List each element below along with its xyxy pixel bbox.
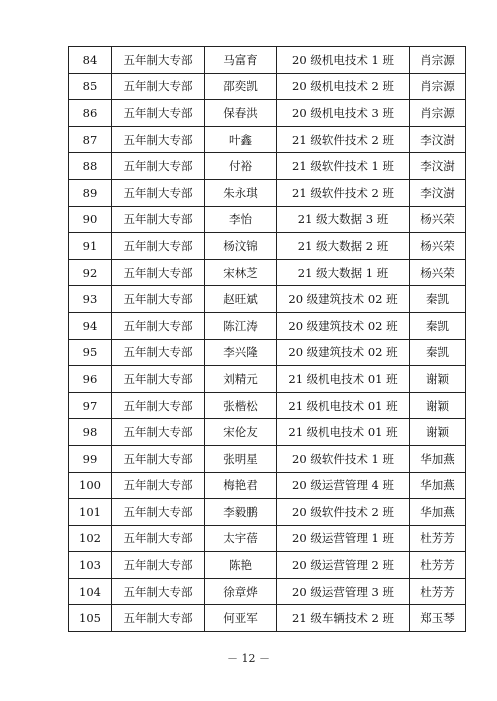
advisor-cell: 杨兴荣 [410, 259, 466, 286]
row-number-cell: 105 [69, 605, 112, 632]
department-cell: 五年制大专部 [112, 392, 205, 419]
advisor-cell: 谢颖 [410, 419, 466, 446]
table-row [69, 366, 466, 393]
table-row [69, 605, 466, 632]
advisor-cell: 华加燕 [410, 499, 466, 526]
table-row [69, 153, 466, 180]
department-cell: 五年制大专部 [112, 126, 205, 153]
class-name-cell: 20 级运营管理 1 班 [277, 525, 410, 552]
row-number-cell: 103 [69, 552, 112, 579]
department-cell: 五年制大专部 [112, 259, 205, 286]
advisor-cell: 李汶澍 [410, 179, 466, 206]
table-row [69, 206, 466, 233]
table-row [69, 525, 466, 552]
row-number-cell: 87 [69, 126, 112, 153]
class-name-cell: 20 级建筑技术 02 班 [277, 312, 410, 339]
row-number-cell: 96 [69, 366, 112, 393]
row-number-cell: 101 [69, 499, 112, 526]
roster-table-body [69, 47, 466, 632]
table-row [69, 578, 466, 605]
advisor-cell: 肖宗源 [410, 47, 466, 74]
advisor-cell: 李汶澍 [410, 153, 466, 180]
advisor-cell: 李汶澍 [410, 126, 466, 153]
department-cell: 五年制大专部 [112, 179, 205, 206]
class-name-cell: 21 级车辆技术 2 班 [277, 605, 410, 632]
class-name-cell: 21 级大数据 2 班 [277, 233, 410, 260]
table-row [69, 286, 466, 313]
advisor-cell: 华加燕 [410, 445, 466, 472]
class-name-cell: 21 级机电技术 01 班 [277, 419, 410, 446]
department-cell: 五年制大专部 [112, 419, 205, 446]
department-cell: 五年制大专部 [112, 499, 205, 526]
department-cell: 五年制大专部 [112, 153, 205, 180]
table-row [69, 445, 466, 472]
row-number-cell: 94 [69, 312, 112, 339]
advisor-cell: 杨兴荣 [410, 206, 466, 233]
advisor-cell: 杜芳芳 [410, 578, 466, 605]
page-number: － 12 － [227, 652, 270, 665]
department-cell: 五年制大专部 [112, 312, 205, 339]
student-name-cell: 保春洪 [205, 100, 277, 127]
student-name-cell: 朱永琪 [205, 179, 277, 206]
department-cell: 五年制大专部 [112, 525, 205, 552]
row-number-cell: 95 [69, 339, 112, 366]
roster-table [68, 46, 466, 632]
advisor-cell: 杨兴荣 [410, 233, 466, 260]
class-name-cell: 20 级软件技术 1 班 [277, 445, 410, 472]
advisor-cell: 秦凯 [410, 339, 466, 366]
student-name-cell: 梅艳君 [205, 472, 277, 499]
class-name-cell: 20 级机电技术 3 班 [277, 100, 410, 127]
class-name-cell: 20 级机电技术 1 班 [277, 47, 410, 74]
department-cell: 五年制大专部 [112, 339, 205, 366]
department-cell: 五年制大专部 [112, 445, 205, 472]
student-name-cell: 叶鑫 [205, 126, 277, 153]
student-name-cell: 李毅鹏 [205, 499, 277, 526]
table-row [69, 233, 466, 260]
department-cell: 五年制大专部 [112, 605, 205, 632]
student-name-cell: 何亚军 [205, 605, 277, 632]
class-name-cell: 21 级软件技术 2 班 [277, 179, 410, 206]
department-cell: 五年制大专部 [112, 472, 205, 499]
row-number-cell: 88 [69, 153, 112, 180]
table-row [69, 419, 466, 446]
student-name-cell: 杨汶锦 [205, 233, 277, 260]
department-cell: 五年制大专部 [112, 366, 205, 393]
class-name-cell: 20 级运营管理 2 班 [277, 552, 410, 579]
row-number-cell: 102 [69, 525, 112, 552]
table-row [69, 392, 466, 419]
advisor-cell: 秦凯 [410, 312, 466, 339]
table-row [69, 339, 466, 366]
advisor-cell: 杜芳芳 [410, 552, 466, 579]
table-row [69, 100, 466, 127]
advisor-cell: 谢颖 [410, 392, 466, 419]
table-row [69, 126, 466, 153]
student-name-cell: 徐章烨 [205, 578, 277, 605]
row-number-cell: 93 [69, 286, 112, 313]
department-cell: 五年制大专部 [112, 552, 205, 579]
row-number-cell: 86 [69, 100, 112, 127]
table-row [69, 259, 466, 286]
class-name-cell: 20 级建筑技术 02 班 [277, 339, 410, 366]
department-cell: 五年制大专部 [112, 578, 205, 605]
row-number-cell: 90 [69, 206, 112, 233]
department-cell: 五年制大专部 [112, 233, 205, 260]
table-row [69, 47, 466, 74]
advisor-cell: 肖宗源 [410, 73, 466, 100]
table-row [69, 312, 466, 339]
department-cell: 五年制大专部 [112, 47, 205, 74]
class-name-cell: 20 级运营管理 4 班 [277, 472, 410, 499]
class-name-cell: 21 级机电技术 01 班 [277, 366, 410, 393]
table-row [69, 499, 466, 526]
student-name-cell: 宋伦友 [205, 419, 277, 446]
student-name-cell: 刘精元 [205, 366, 277, 393]
class-name-cell: 20 级运营管理 3 班 [277, 578, 410, 605]
class-name-cell: 21 级软件技术 1 班 [277, 153, 410, 180]
student-name-cell: 李怡 [205, 206, 277, 233]
class-name-cell: 20 级软件技术 2 班 [277, 499, 410, 526]
class-name-cell: 21 级大数据 3 班 [277, 206, 410, 233]
table-row [69, 552, 466, 579]
row-number-cell: 98 [69, 419, 112, 446]
row-number-cell: 92 [69, 259, 112, 286]
advisor-cell: 肖宗源 [410, 100, 466, 127]
student-name-cell: 太宇蓓 [205, 525, 277, 552]
class-name-cell: 20 级建筑技术 02 班 [277, 286, 410, 313]
advisor-cell: 谢颖 [410, 366, 466, 393]
advisor-cell: 杜芳芳 [410, 525, 466, 552]
row-number-cell: 85 [69, 73, 112, 100]
student-name-cell: 陈艳 [205, 552, 277, 579]
student-name-cell: 李兴隆 [205, 339, 277, 366]
department-cell: 五年制大专部 [112, 100, 205, 127]
student-name-cell: 陈江涛 [205, 312, 277, 339]
row-number-cell: 99 [69, 445, 112, 472]
table-row [69, 179, 466, 206]
department-cell: 五年制大专部 [112, 206, 205, 233]
student-name-cell: 马富育 [205, 47, 277, 74]
row-number-cell: 84 [69, 47, 112, 74]
row-number-cell: 104 [69, 578, 112, 605]
student-name-cell: 宋林芝 [205, 259, 277, 286]
student-name-cell: 付裕 [205, 153, 277, 180]
class-name-cell: 21 级机电技术 01 班 [277, 392, 410, 419]
department-cell: 五年制大专部 [112, 286, 205, 313]
student-name-cell: 邵奕凯 [205, 73, 277, 100]
advisor-cell: 郑玉琴 [410, 605, 466, 632]
row-number-cell: 89 [69, 179, 112, 206]
class-name-cell: 21 级大数据 1 班 [277, 259, 410, 286]
student-name-cell: 赵旺斌 [205, 286, 277, 313]
student-name-cell: 张楷松 [205, 392, 277, 419]
student-name-cell: 张明星 [205, 445, 277, 472]
class-name-cell: 21 级软件技术 2 班 [277, 126, 410, 153]
row-number-cell: 100 [69, 472, 112, 499]
advisor-cell: 华加燕 [410, 472, 466, 499]
department-cell: 五年制大专部 [112, 73, 205, 100]
table-row [69, 73, 466, 100]
row-number-cell: 97 [69, 392, 112, 419]
class-name-cell: 20 级机电技术 2 班 [277, 73, 410, 100]
advisor-cell: 秦凯 [410, 286, 466, 313]
table-row [69, 472, 466, 499]
row-number-cell: 91 [69, 233, 112, 260]
